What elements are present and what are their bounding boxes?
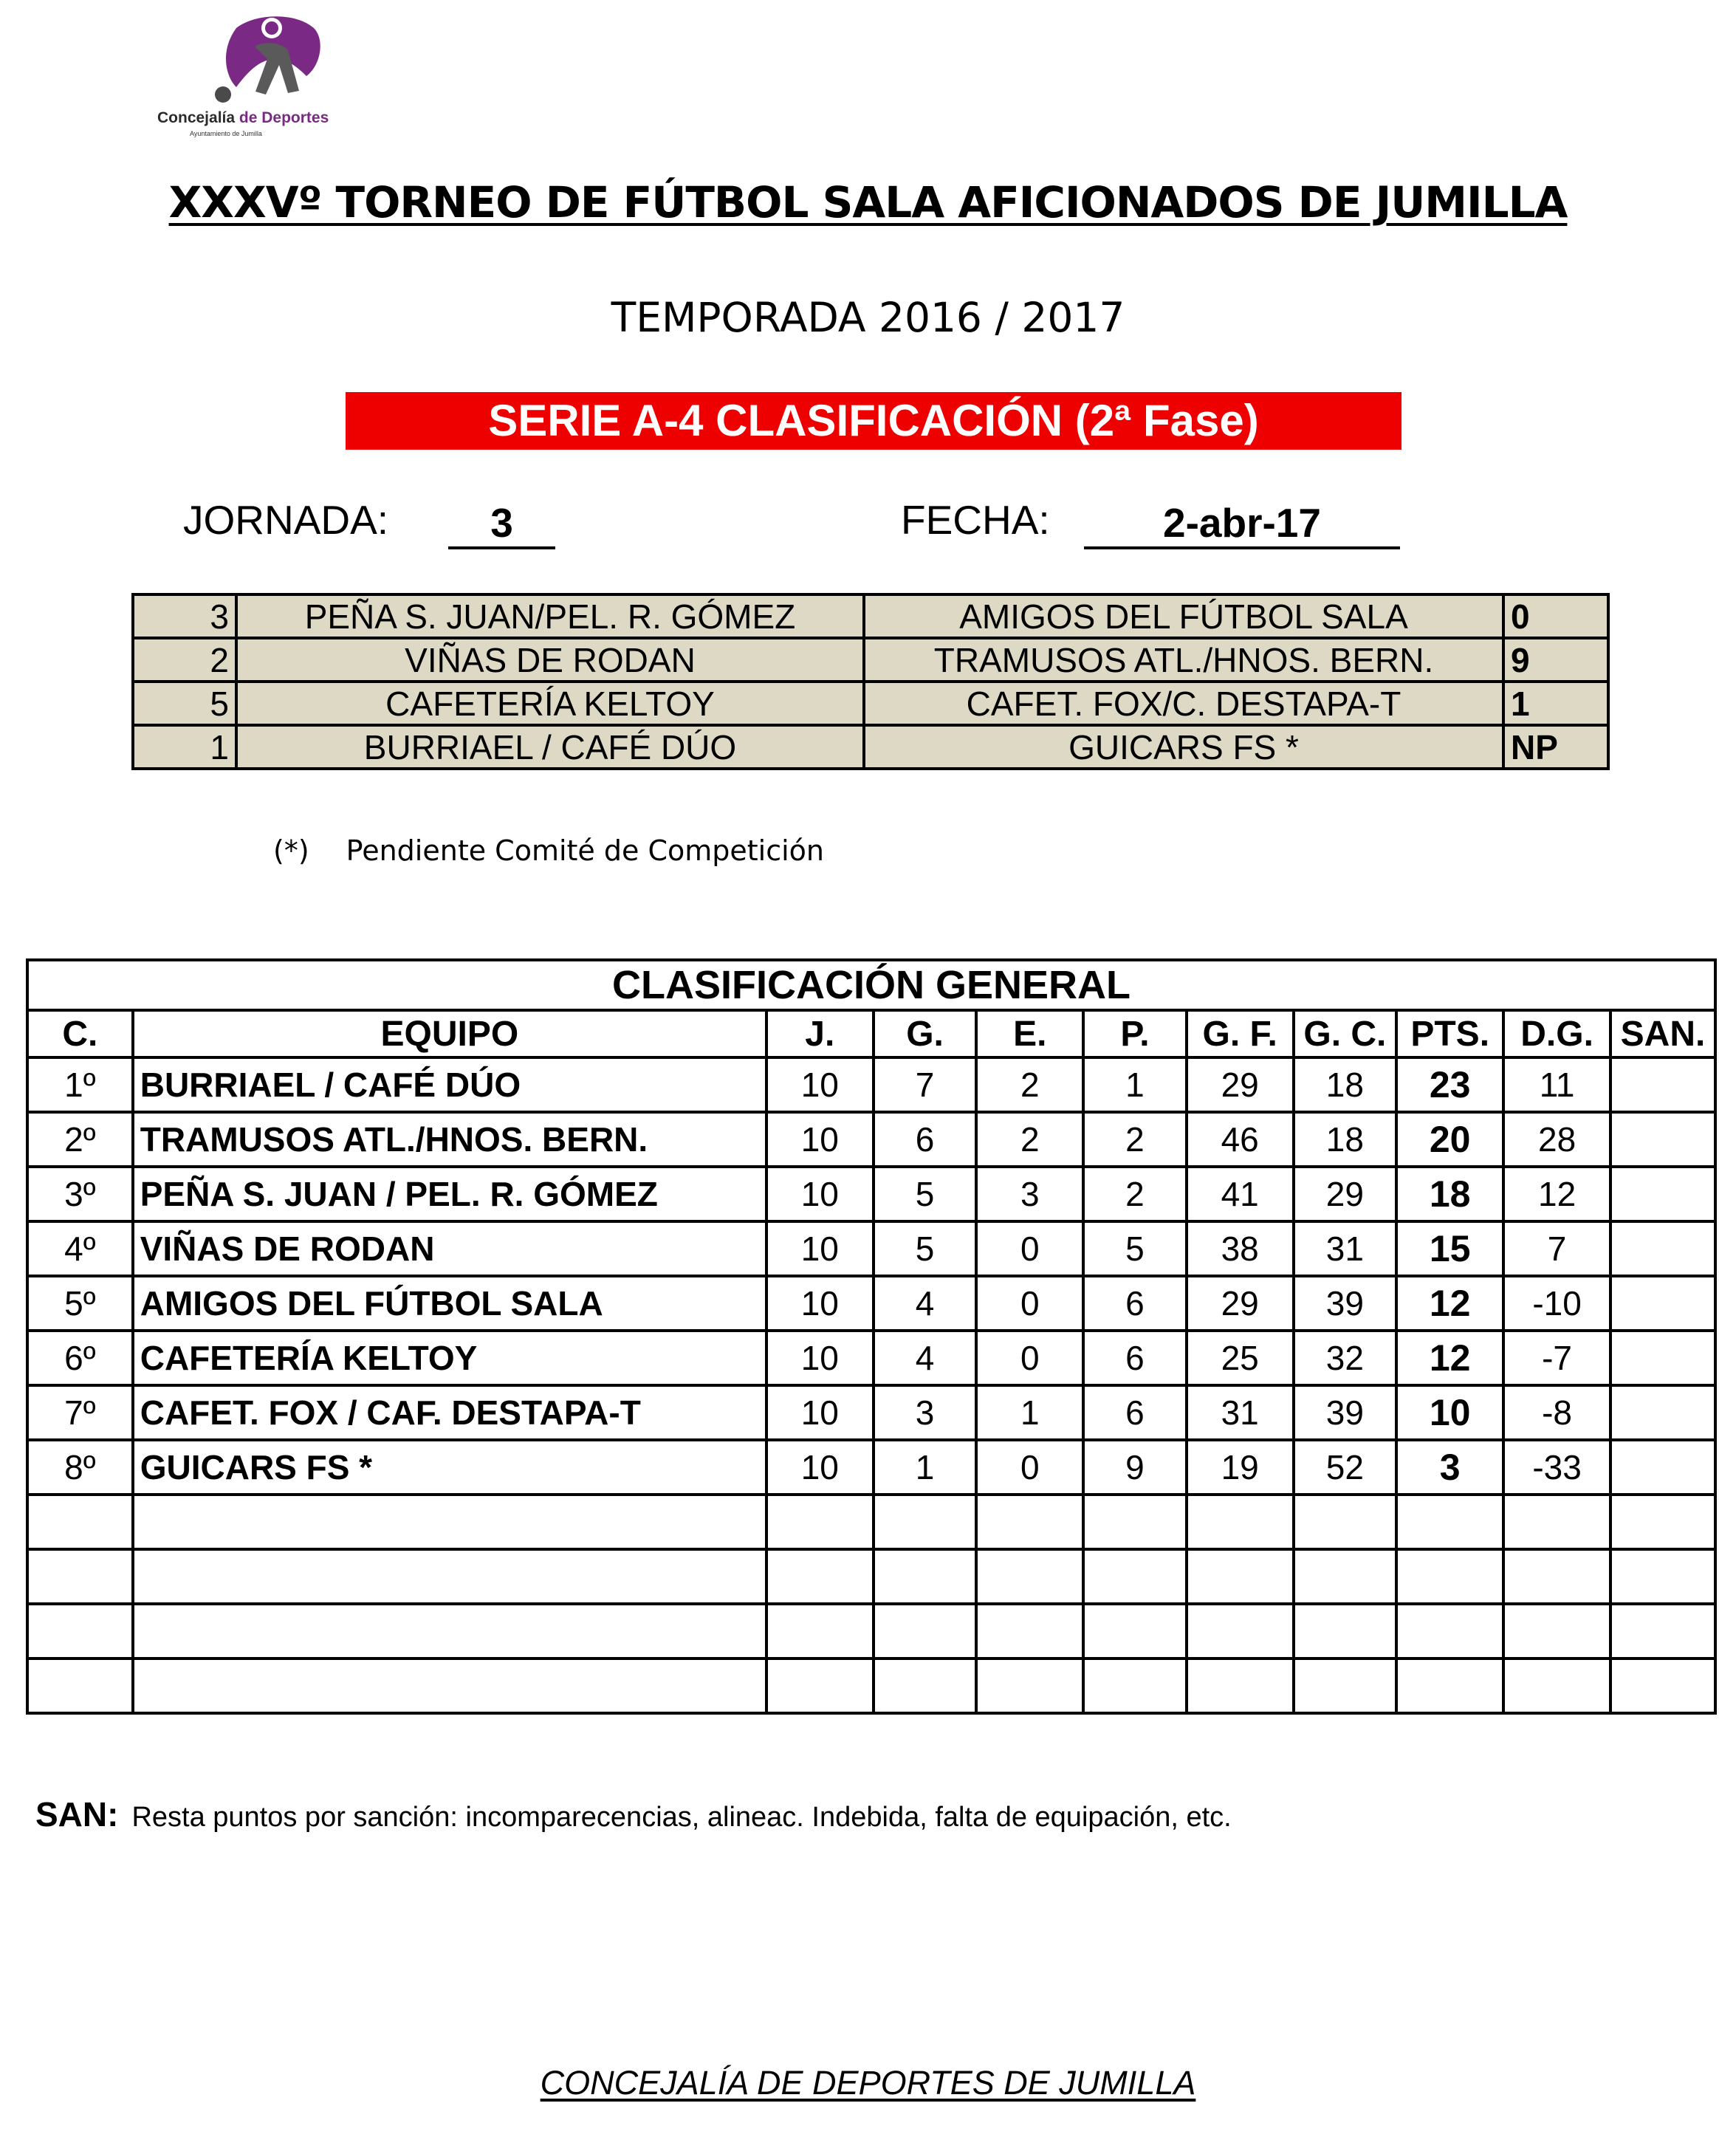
cell-gf: 29 [1187,1057,1294,1112]
cell-empty [874,1495,977,1549]
cell-p: 6 [1083,1276,1187,1331]
cell-san [1610,1112,1715,1167]
away-score: 0 [1503,594,1608,638]
cell-empty [27,1495,133,1549]
cell-empty [1187,1495,1294,1549]
logo [144,6,351,135]
cell-san [1610,1276,1715,1331]
pending-note-text: Pendiente Comité de Competición [346,834,825,867]
standings-row [27,1440,1715,1495]
cell-dg: 12 [1503,1167,1610,1221]
cell-san [1610,1057,1715,1112]
cell-empty [874,1549,977,1604]
standings-table [26,958,1717,1715]
home-team: PEÑA S. JUAN/PEL. R. GÓMEZ [236,594,864,638]
cell-dg: 7 [1503,1221,1610,1276]
standings-row [27,1276,1715,1331]
cell-e: 0 [976,1440,1083,1495]
cell-empty [766,1495,874,1549]
standings-empty-row [27,1659,1715,1713]
result-row [133,725,1608,769]
cell-empty [1294,1659,1397,1713]
col-header: C. [27,1010,133,1057]
cell-pts: 3 [1396,1440,1503,1495]
col-header: G. [874,1010,977,1057]
cell-empty [874,1659,977,1713]
col-header: J. [766,1010,874,1057]
cell-p: 6 [1083,1385,1187,1440]
home-score: 1 [133,725,236,769]
cell-p: 9 [1083,1440,1187,1495]
cell-san [1610,1331,1715,1385]
cell-empty [1187,1549,1294,1604]
cell-pts: 12 [1396,1331,1503,1385]
cell-empty [766,1604,874,1659]
cell-gc: 29 [1294,1167,1397,1221]
cell-dg: 28 [1503,1112,1610,1167]
cell-e: 1 [976,1385,1083,1440]
cell-p: 6 [1083,1331,1187,1385]
cell-pts: 12 [1396,1276,1503,1331]
away-team: TRAMUSOS ATL./HNOS. BERN. [864,638,1503,682]
cell-pos: 2º [27,1112,133,1167]
fecha-label: FECHA: [901,497,1050,543]
cell-e: 0 [976,1331,1083,1385]
cell-empty [1187,1659,1294,1713]
fecha-value: 2-abr-17 [1084,499,1400,549]
cell-empty [1396,1604,1503,1659]
standings-row [27,1167,1715,1221]
standings-empty-row [27,1549,1715,1604]
cell-empty [1503,1495,1610,1549]
away-team: GUICARS FS * [864,725,1503,769]
cell-empty [1396,1659,1503,1713]
col-header: EQUIPO [133,1010,766,1057]
cell-empty [1294,1604,1397,1659]
cell-empty [1083,1495,1187,1549]
home-score: 3 [133,594,236,638]
cell-empty [976,1495,1083,1549]
cell-empty [1610,1659,1715,1713]
page-title-text: XXXVº TORNEO DE FÚTBOL SALA AFICIONADOS DE JUMILLA [168,177,1568,227]
cell-team: AMIGOS DEL FÚTBOL SALA [133,1276,766,1331]
away-team: AMIGOS DEL FÚTBOL SALA [864,594,1503,638]
col-header: G. F. [1187,1010,1294,1057]
footer: CONCEJALÍA DE DEPORTES DE JUMILLA [540,2064,1196,2102]
home-team: VIÑAS DE RODAN [236,638,864,682]
cell-gf: 41 [1187,1167,1294,1221]
cell-team: CAFETERÍA KELTOY [133,1331,766,1385]
cell-j: 10 [766,1331,874,1385]
away-score: 9 [1503,638,1608,682]
cell-gc: 32 [1294,1331,1397,1385]
cell-pos: 1º [27,1057,133,1112]
jornada-value: 3 [448,499,555,549]
logo-subtitle: Ayuntamiento de Jumilla [190,130,262,137]
cell-j: 10 [766,1167,874,1221]
cell-empty [133,1659,766,1713]
cell-g: 3 [874,1385,977,1440]
standings-empty-row [27,1604,1715,1659]
cell-g: 7 [874,1057,977,1112]
cell-empty [1503,1659,1610,1713]
cell-empty [27,1604,133,1659]
cell-dg: -8 [1503,1385,1610,1440]
cell-empty [1294,1549,1397,1604]
cell-team: PEÑA S. JUAN / PEL. R. GÓMEZ [133,1167,766,1221]
cell-gf: 19 [1187,1440,1294,1495]
cell-empty [133,1604,766,1659]
cell-gf: 46 [1187,1112,1294,1167]
home-team: BURRIAEL / CAFÉ DÚO [236,725,864,769]
standings-header-row [27,1010,1715,1057]
cell-san [1610,1221,1715,1276]
cell-j: 10 [766,1112,874,1167]
cell-dg: -7 [1503,1331,1610,1385]
serie-banner: SERIE A-4 CLASIFICACIÓN (2ª Fase) [346,392,1402,450]
cell-san [1610,1167,1715,1221]
cell-g: 4 [874,1331,977,1385]
cell-empty [1610,1604,1715,1659]
home-score: 2 [133,638,236,682]
cell-dg: 11 [1503,1057,1610,1112]
cell-e: 0 [976,1221,1083,1276]
standings-caption: CLASIFICACIÓN GENERAL [27,960,1715,1010]
cell-gf: 29 [1187,1276,1294,1331]
cell-team: CAFET. FOX / CAF. DESTAPA-T [133,1385,766,1440]
away-team: CAFET. FOX/C. DESTAPA-T [864,682,1503,725]
cell-empty [133,1495,766,1549]
cell-g: 5 [874,1221,977,1276]
pending-note-marker: (*) [273,834,309,867]
cell-gf: 31 [1187,1385,1294,1440]
cell-pts: 18 [1396,1167,1503,1221]
cell-j: 10 [766,1276,874,1331]
cell-empty [133,1549,766,1604]
col-header: SAN. [1610,1010,1715,1057]
cell-e: 2 [976,1112,1083,1167]
standings-row [27,1112,1715,1167]
col-header: E. [976,1010,1083,1057]
cell-pos: 8º [27,1440,133,1495]
result-row [133,594,1608,638]
cell-g: 5 [874,1167,977,1221]
cell-pos: 3º [27,1167,133,1221]
cell-empty [1083,1604,1187,1659]
cell-team: TRAMUSOS ATL./HNOS. BERN. [133,1112,766,1167]
cell-team: BURRIAEL / CAFÉ DÚO [133,1057,766,1112]
cell-g: 6 [874,1112,977,1167]
cell-team: VIÑAS DE RODAN [133,1221,766,1276]
cell-team: GUICARS FS * [133,1440,766,1495]
cell-empty [1294,1495,1397,1549]
col-header: D.G. [1503,1010,1610,1057]
cell-empty [1187,1604,1294,1659]
cell-empty [766,1659,874,1713]
cell-pts: 23 [1396,1057,1503,1112]
cell-empty [1083,1549,1187,1604]
cell-empty [976,1549,1083,1604]
cell-empty [1503,1604,1610,1659]
standings-empty-row [27,1495,1715,1549]
cell-dg: -10 [1503,1276,1610,1331]
season-label: TEMPORADA 2016 / 2017 [611,294,1125,341]
cell-g: 1 [874,1440,977,1495]
cell-empty [976,1659,1083,1713]
cell-j: 10 [766,1440,874,1495]
cell-pos: 4º [27,1221,133,1276]
home-score: 5 [133,682,236,725]
cell-san [1610,1440,1715,1495]
cell-e: 2 [976,1057,1083,1112]
cell-dg: -33 [1503,1440,1610,1495]
cell-gf: 25 [1187,1331,1294,1385]
cell-empty [1396,1495,1503,1549]
cell-empty [1610,1495,1715,1549]
cell-pts: 10 [1396,1385,1503,1440]
cell-gc: 18 [1294,1057,1397,1112]
cell-empty [976,1604,1083,1659]
cell-empty [27,1549,133,1604]
standings-caption-row [27,960,1715,1010]
cell-pos: 5º [27,1276,133,1331]
cell-j: 10 [766,1385,874,1440]
logo-brand: Concejalía [157,109,236,126]
cell-empty [1610,1549,1715,1604]
cell-san [1610,1385,1715,1440]
cell-e: 3 [976,1167,1083,1221]
cell-j: 10 [766,1057,874,1112]
results-table [131,593,1610,770]
san-label: SAN: [35,1795,119,1834]
result-row [133,682,1608,725]
pending-note [273,834,824,867]
san-note [35,1794,1232,1834]
standings-row [27,1331,1715,1385]
cell-pos: 7º [27,1385,133,1440]
cell-gc: 31 [1294,1221,1397,1276]
cell-pts: 20 [1396,1112,1503,1167]
standings-row [27,1057,1715,1112]
cell-gf: 38 [1187,1221,1294,1276]
page-title [0,177,1736,227]
cell-gc: 39 [1294,1385,1397,1440]
cell-gc: 18 [1294,1112,1397,1167]
standings-row [27,1221,1715,1276]
cell-empty [1396,1549,1503,1604]
cell-e: 0 [976,1276,1083,1331]
cell-empty [766,1549,874,1604]
cell-g: 4 [874,1276,977,1331]
cell-empty [874,1604,977,1659]
cell-gc: 39 [1294,1276,1397,1331]
cell-pts: 15 [1396,1221,1503,1276]
cell-pos: 6º [27,1331,133,1385]
logo-figure-icon [185,6,332,109]
standings-row [27,1385,1715,1440]
col-header: G. C. [1294,1010,1397,1057]
cell-p: 2 [1083,1167,1187,1221]
jornada-label: JORNADA: [183,497,389,543]
away-score: NP [1503,725,1608,769]
cell-empty [27,1659,133,1713]
result-row [133,638,1608,682]
cell-empty [1083,1659,1187,1713]
col-header: P. [1083,1010,1187,1057]
cell-p: 1 [1083,1057,1187,1112]
cell-j: 10 [766,1221,874,1276]
logo-brand-accent: de Deportes [239,109,329,126]
home-team: CAFETERÍA KELTOY [236,682,864,725]
col-header: PTS. [1396,1010,1503,1057]
cell-empty [1503,1549,1610,1604]
san-text: Resta puntos por sanción: incomparecencias, alineac. Indebida, falta de equipación, etc. [131,1802,1232,1833]
away-score: 1 [1503,682,1608,725]
cell-gc: 52 [1294,1440,1397,1495]
cell-p: 2 [1083,1112,1187,1167]
cell-p: 5 [1083,1221,1187,1276]
